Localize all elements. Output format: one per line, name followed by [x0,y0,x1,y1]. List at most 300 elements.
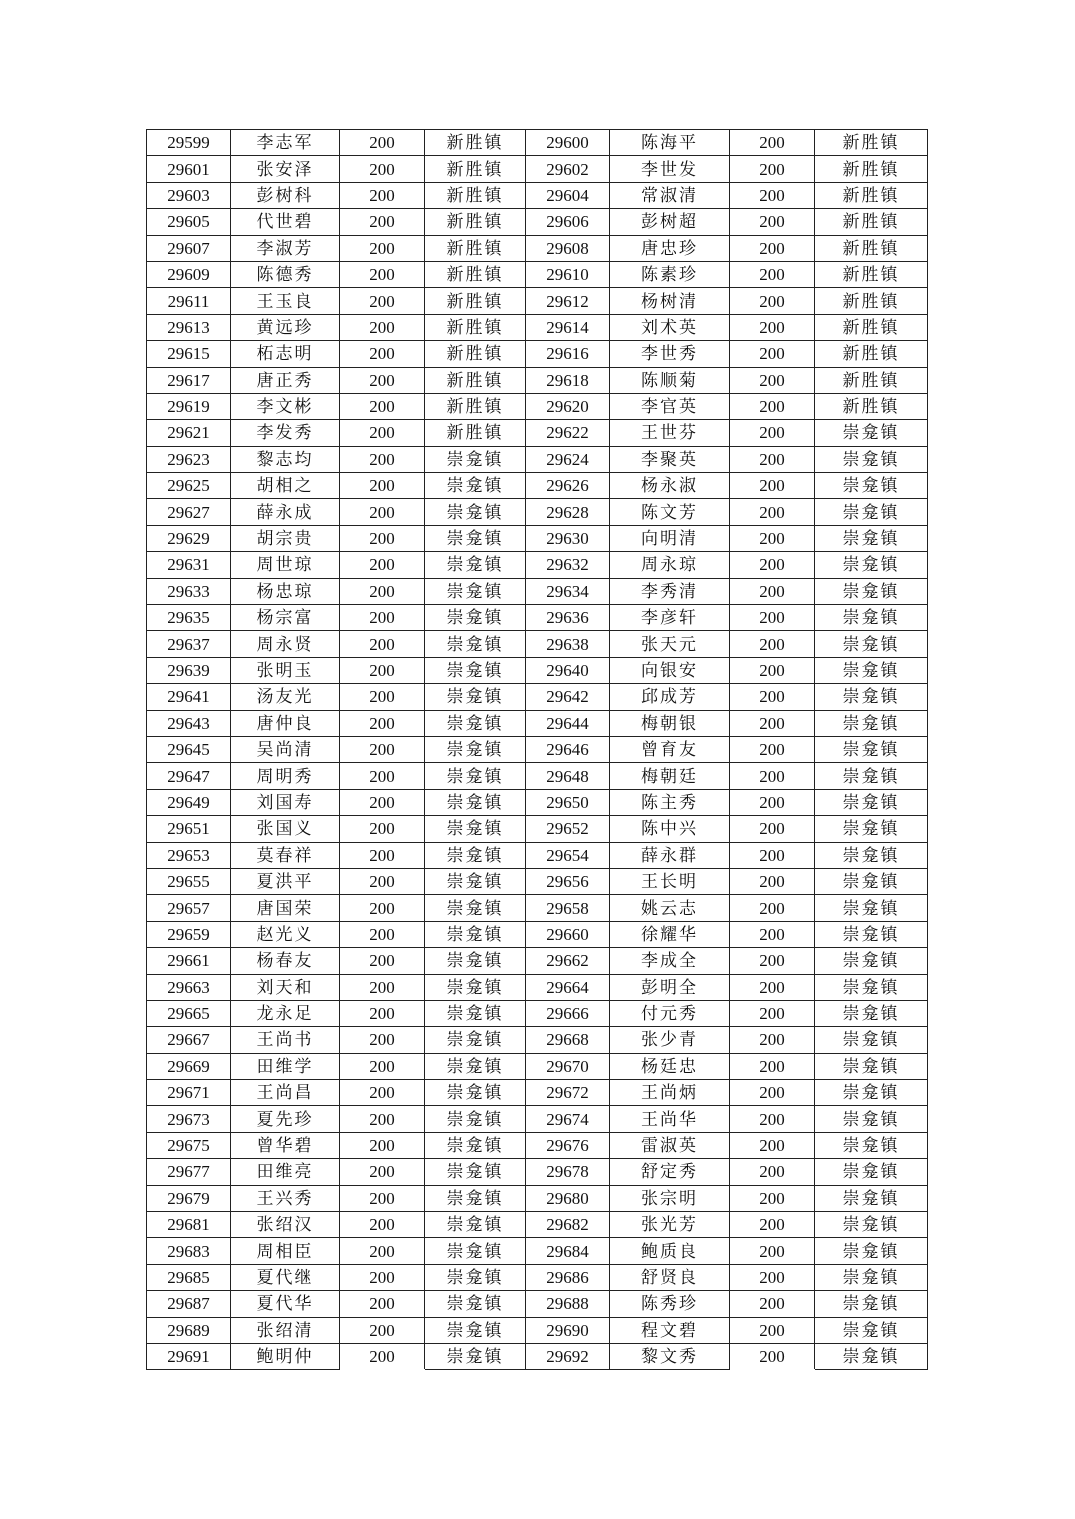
town-name-cell: 崇龛镇 [815,1238,928,1264]
person-name-cell: 李发秀 [231,420,340,446]
town-name-cell: 崇龛镇 [815,816,928,842]
table-row [147,393,928,419]
person-name-cell: 李官英 [610,393,730,419]
record-number-cell: 29618 [526,367,610,393]
amount-cell: 200 [730,1053,815,1079]
amount-cell: 200 [730,1132,815,1158]
record-number-cell: 29645 [147,736,231,762]
amount-cell: 200 [730,1080,815,1106]
record-number-cell: 29655 [147,868,231,894]
record-number-cell: 29607 [147,235,231,261]
town-name-cell: 崇龛镇 [815,1185,928,1211]
person-name-cell: 鲍质良 [610,1238,730,1264]
town-name-cell: 崇龛镇 [815,1317,928,1343]
amount-cell: 200 [730,182,815,208]
town-name-cell: 崇龛镇 [425,1159,526,1185]
table-row [147,605,928,631]
town-name-cell: 新胜镇 [815,130,928,156]
amount-cell: 200 [730,209,815,235]
town-name-cell: 崇龛镇 [425,631,526,657]
town-name-cell: 新胜镇 [425,235,526,261]
amount-cell: 200 [730,1317,815,1343]
person-name-cell: 杨春友 [231,948,340,974]
record-number-cell: 29605 [147,209,231,235]
record-number-cell: 29627 [147,499,231,525]
amount-cell: 200 [340,473,425,499]
person-name-cell: 程文碧 [610,1317,730,1343]
person-name-cell: 杨树清 [610,288,730,314]
table-row [147,367,928,393]
person-name-cell: 邱成芳 [610,684,730,710]
amount-cell: 200 [340,1264,425,1290]
record-number-cell: 29684 [526,1238,610,1264]
town-name-cell: 崇龛镇 [425,657,526,683]
record-number-cell: 29683 [147,1238,231,1264]
person-name-cell: 舒贤良 [610,1264,730,1290]
subsidy-list-table [146,129,928,1370]
amount-cell: 200 [340,868,425,894]
record-number-cell: 29600 [526,130,610,156]
town-name-cell: 崇龛镇 [815,446,928,472]
amount-cell: 200 [730,605,815,631]
person-name-cell: 王尚华 [610,1106,730,1132]
person-name-cell: 王尚炳 [610,1080,730,1106]
amount-cell: 200 [730,631,815,657]
amount-cell: 200 [340,1291,425,1317]
town-name-cell: 崇龛镇 [425,1080,526,1106]
person-name-cell: 曾华碧 [231,1132,340,1158]
record-number-cell: 29637 [147,631,231,657]
record-number-cell: 29679 [147,1185,231,1211]
town-name-cell: 崇龛镇 [425,1000,526,1026]
town-name-cell: 新胜镇 [425,288,526,314]
table-row [147,657,928,683]
person-name-cell: 代世碧 [231,209,340,235]
record-number-cell: 29654 [526,842,610,868]
table-row [147,1000,928,1026]
amount-cell: 200 [340,156,425,182]
record-number-cell: 29677 [147,1159,231,1185]
person-name-cell: 彭树超 [610,209,730,235]
person-name-cell: 舒定秀 [610,1159,730,1185]
table-row [147,789,928,815]
amount-cell: 200 [730,789,815,815]
table-row [147,420,928,446]
person-name-cell: 向银安 [610,657,730,683]
person-name-cell: 陈秀珍 [610,1291,730,1317]
town-name-cell: 新胜镇 [425,314,526,340]
town-name-cell: 新胜镇 [815,261,928,287]
amount-cell: 200 [730,1000,815,1026]
amount-cell: 200 [340,842,425,868]
town-name-cell: 崇龛镇 [425,1132,526,1158]
town-name-cell: 崇龛镇 [425,578,526,604]
record-number-cell: 29599 [147,130,231,156]
amount-cell: 200 [730,1212,815,1238]
record-number-cell: 29635 [147,605,231,631]
amount-cell: 200 [730,473,815,499]
town-name-cell: 崇龛镇 [815,631,928,657]
table-row [147,1185,928,1211]
person-name-cell: 黎志均 [231,446,340,472]
record-number-cell: 29666 [526,1000,610,1026]
person-name-cell: 李淑芳 [231,235,340,261]
person-name-cell: 张少青 [610,1027,730,1053]
amount-cell: 200 [340,1000,425,1026]
person-name-cell: 徐耀华 [610,921,730,947]
amount-cell: 200 [730,763,815,789]
table-row [147,974,928,1000]
person-name-cell: 唐国荣 [231,895,340,921]
amount-cell: 200 [730,420,815,446]
table-row [147,1080,928,1106]
amount-cell: 200 [340,605,425,631]
town-name-cell: 崇龛镇 [425,684,526,710]
table-row [147,1053,928,1079]
person-name-cell: 刘天和 [231,974,340,1000]
amount-cell: 200 [340,736,425,762]
town-name-cell: 崇龛镇 [425,789,526,815]
amount-cell: 200 [340,446,425,472]
amount-cell: 200 [340,657,425,683]
amount-cell: 200 [730,895,815,921]
person-name-cell: 李世发 [610,156,730,182]
town-name-cell: 新胜镇 [815,288,928,314]
record-number-cell: 29676 [526,1132,610,1158]
amount-cell: 200 [340,209,425,235]
person-name-cell: 张宗明 [610,1185,730,1211]
town-name-cell: 新胜镇 [425,341,526,367]
record-number-cell: 29670 [526,1053,610,1079]
record-number-cell: 29619 [147,393,231,419]
person-name-cell: 付元秀 [610,1000,730,1026]
amount-cell: 200 [730,130,815,156]
record-number-cell: 29659 [147,921,231,947]
amount-cell: 200 [340,182,425,208]
person-name-cell: 赵光义 [231,921,340,947]
person-name-cell: 王兴秀 [231,1185,340,1211]
amount-cell: 200 [340,710,425,736]
town-name-cell: 新胜镇 [815,182,928,208]
amount-cell: 200 [730,816,815,842]
amount-cell: 200 [730,1343,815,1369]
town-name-cell: 崇龛镇 [425,525,526,551]
amount-cell: 200 [340,763,425,789]
town-name-cell: 崇龛镇 [815,1000,928,1026]
record-number-cell: 29613 [147,314,231,340]
record-number-cell: 29661 [147,948,231,974]
amount-cell: 200 [730,1238,815,1264]
record-number-cell: 29641 [147,684,231,710]
amount-cell: 200 [340,1185,425,1211]
amount-cell: 200 [340,499,425,525]
person-name-cell: 夏洪平 [231,868,340,894]
amount-cell: 200 [730,156,815,182]
record-number-cell: 29663 [147,974,231,1000]
person-name-cell: 王尚书 [231,1027,340,1053]
town-name-cell: 崇龛镇 [815,1053,928,1079]
person-name-cell: 王世芬 [610,420,730,446]
town-name-cell: 新胜镇 [425,420,526,446]
person-name-cell: 彭明全 [610,974,730,1000]
amount-cell: 200 [730,1159,815,1185]
person-name-cell: 周永琼 [610,552,730,578]
record-number-cell: 29640 [526,657,610,683]
table-row [147,130,928,156]
person-name-cell: 张绍汉 [231,1212,340,1238]
record-number-cell: 29685 [147,1264,231,1290]
town-name-cell: 崇龛镇 [815,895,928,921]
record-number-cell: 29624 [526,446,610,472]
amount-cell: 200 [730,1027,815,1053]
person-name-cell: 黎文秀 [610,1343,730,1369]
record-number-cell: 29674 [526,1106,610,1132]
town-name-cell: 崇龛镇 [815,684,928,710]
record-number-cell: 29631 [147,552,231,578]
town-name-cell: 崇龛镇 [425,736,526,762]
town-name-cell: 崇龛镇 [815,1080,928,1106]
person-name-cell: 陈德秀 [231,261,340,287]
person-name-cell: 陈素珍 [610,261,730,287]
record-number-cell: 29628 [526,499,610,525]
table-row [147,816,928,842]
person-name-cell: 张绍清 [231,1317,340,1343]
person-name-cell: 吴尚清 [231,736,340,762]
town-name-cell: 崇龛镇 [815,657,928,683]
record-number-cell: 29601 [147,156,231,182]
table-row [147,1238,928,1264]
town-name-cell: 崇龛镇 [425,1212,526,1238]
amount-cell: 200 [730,974,815,1000]
person-name-cell: 鲍明仲 [231,1343,340,1369]
town-name-cell: 崇龛镇 [815,1159,928,1185]
amount-cell: 200 [730,578,815,604]
amount-cell: 200 [340,816,425,842]
town-name-cell: 崇龛镇 [815,420,928,446]
record-number-cell: 29617 [147,367,231,393]
person-name-cell: 李聚英 [610,446,730,472]
town-name-cell: 崇龛镇 [815,736,928,762]
amount-cell: 200 [340,578,425,604]
person-name-cell: 黄远珍 [231,314,340,340]
amount-cell: 200 [730,499,815,525]
table-row [147,314,928,340]
person-name-cell: 周永贤 [231,631,340,657]
person-name-cell: 陈顺菊 [610,367,730,393]
table-row [147,235,928,261]
table-row [147,1132,928,1158]
town-name-cell: 崇龛镇 [815,1027,928,1053]
town-name-cell: 崇龛镇 [425,1343,526,1369]
amount-cell: 200 [730,710,815,736]
record-number-cell: 29681 [147,1212,231,1238]
amount-cell: 200 [340,1106,425,1132]
table-row [147,842,928,868]
person-name-cell: 王尚昌 [231,1080,340,1106]
town-name-cell: 崇龛镇 [425,868,526,894]
town-name-cell: 崇龛镇 [425,1291,526,1317]
record-number-cell: 29606 [526,209,610,235]
table-row [147,948,928,974]
amount-cell: 200 [340,1027,425,1053]
amount-cell: 200 [340,684,425,710]
town-name-cell: 崇龛镇 [815,578,928,604]
record-number-cell: 29673 [147,1106,231,1132]
table-row [147,1212,928,1238]
town-name-cell: 崇龛镇 [425,1317,526,1343]
record-number-cell: 29656 [526,868,610,894]
table-row [147,631,928,657]
town-name-cell: 崇龛镇 [425,948,526,974]
table-row [147,1106,928,1132]
person-name-cell: 唐正秀 [231,367,340,393]
record-number-cell: 29691 [147,1343,231,1369]
person-name-cell: 李世秀 [610,341,730,367]
table-row [147,868,928,894]
town-name-cell: 崇龛镇 [815,948,928,974]
town-name-cell: 新胜镇 [815,314,928,340]
person-name-cell: 夏先珍 [231,1106,340,1132]
town-name-cell: 崇龛镇 [425,473,526,499]
amount-cell: 200 [730,261,815,287]
town-name-cell: 崇龛镇 [815,763,928,789]
record-number-cell: 29669 [147,1053,231,1079]
town-name-cell: 新胜镇 [425,182,526,208]
record-number-cell: 29614 [526,314,610,340]
record-number-cell: 29648 [526,763,610,789]
person-name-cell: 彭树科 [231,182,340,208]
town-name-cell: 崇龛镇 [425,763,526,789]
table-row [147,1027,928,1053]
table-row [147,499,928,525]
record-number-cell: 29610 [526,261,610,287]
person-name-cell: 李秀清 [610,578,730,604]
person-name-cell: 周明秀 [231,763,340,789]
person-name-cell: 曾育友 [610,736,730,762]
town-name-cell: 新胜镇 [815,393,928,419]
person-name-cell: 王长明 [610,868,730,894]
record-number-cell: 29687 [147,1291,231,1317]
record-number-cell: 29665 [147,1000,231,1026]
amount-cell: 200 [340,288,425,314]
person-name-cell: 梅朝廷 [610,763,730,789]
amount-cell: 200 [340,314,425,340]
table-row [147,1343,928,1369]
town-name-cell: 崇龛镇 [815,1291,928,1317]
town-name-cell: 崇龛镇 [815,473,928,499]
town-name-cell: 崇龛镇 [815,710,928,736]
record-number-cell: 29602 [526,156,610,182]
record-number-cell: 29643 [147,710,231,736]
table-row [147,1159,928,1185]
table-row [147,261,928,287]
record-number-cell: 29651 [147,816,231,842]
person-name-cell: 杨永淑 [610,473,730,499]
person-name-cell: 常淑清 [610,182,730,208]
person-name-cell: 张光芳 [610,1212,730,1238]
amount-cell: 200 [340,552,425,578]
record-number-cell: 29632 [526,552,610,578]
person-name-cell: 李文彬 [231,393,340,419]
record-number-cell: 29629 [147,525,231,551]
record-number-cell: 29650 [526,789,610,815]
record-number-cell: 29608 [526,235,610,261]
amount-cell: 200 [730,446,815,472]
record-number-cell: 29672 [526,1080,610,1106]
table-row [147,446,928,472]
person-name-cell: 唐仲良 [231,710,340,736]
amount-cell: 200 [340,1317,425,1343]
town-name-cell: 崇龛镇 [425,710,526,736]
town-name-cell: 新胜镇 [425,209,526,235]
town-name-cell: 崇龛镇 [425,1106,526,1132]
town-name-cell: 崇龛镇 [815,789,928,815]
town-name-cell: 崇龛镇 [815,552,928,578]
record-number-cell: 29690 [526,1317,610,1343]
amount-cell: 200 [730,341,815,367]
person-name-cell: 胡相之 [231,473,340,499]
table-row [147,1264,928,1290]
amount-cell: 200 [340,130,425,156]
amount-cell: 200 [340,895,425,921]
amount-cell: 200 [340,1159,425,1185]
amount-cell: 200 [340,631,425,657]
record-number-cell: 29644 [526,710,610,736]
table-row [147,473,928,499]
record-number-cell: 29638 [526,631,610,657]
record-number-cell: 29615 [147,341,231,367]
table-row [147,895,928,921]
person-name-cell: 唐忠珍 [610,235,730,261]
town-name-cell: 新胜镇 [425,367,526,393]
amount-cell: 200 [730,736,815,762]
amount-cell: 200 [340,1212,425,1238]
record-number-cell: 29609 [147,261,231,287]
person-name-cell: 李志军 [231,130,340,156]
amount-cell: 200 [340,525,425,551]
town-name-cell: 新胜镇 [425,130,526,156]
amount-cell: 200 [340,948,425,974]
person-name-cell: 梅朝银 [610,710,730,736]
record-number-cell: 29652 [526,816,610,842]
amount-cell: 200 [340,420,425,446]
amount-cell: 200 [730,1185,815,1211]
amount-cell: 200 [730,868,815,894]
town-name-cell: 崇龛镇 [425,842,526,868]
table-row [147,763,928,789]
town-name-cell: 崇龛镇 [815,605,928,631]
person-name-cell: 周相臣 [231,1238,340,1264]
person-name-cell: 夏代华 [231,1291,340,1317]
record-number-cell: 29662 [526,948,610,974]
record-number-cell: 29620 [526,393,610,419]
record-number-cell: 29623 [147,446,231,472]
town-name-cell: 崇龛镇 [425,1185,526,1211]
record-number-cell: 29653 [147,842,231,868]
amount-cell: 200 [340,261,425,287]
record-number-cell: 29625 [147,473,231,499]
table-row [147,578,928,604]
town-name-cell: 崇龛镇 [815,842,928,868]
amount-cell: 200 [730,948,815,974]
town-name-cell: 崇龛镇 [815,1106,928,1132]
record-number-cell: 29688 [526,1291,610,1317]
amount-cell: 200 [730,657,815,683]
table-row [147,710,928,736]
amount-cell: 200 [340,341,425,367]
table-row [147,156,928,182]
town-name-cell: 崇龛镇 [425,1027,526,1053]
